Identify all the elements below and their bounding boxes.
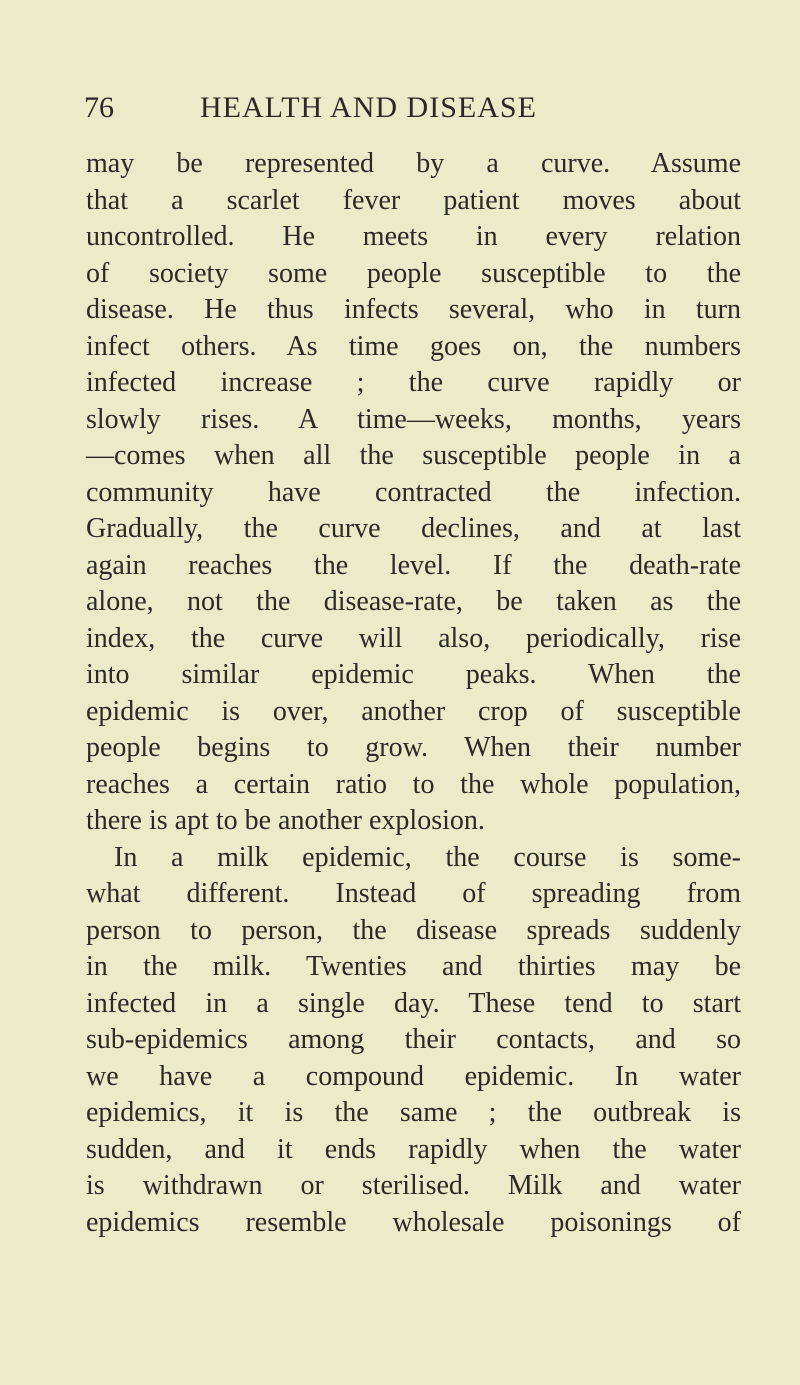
- running-head: HEALTH AND DISEASE: [200, 91, 537, 124]
- text-line: slowly rises. A time—weeks, months, years: [86, 403, 741, 435]
- text-line: index, the curve will also, periodically, rise: [86, 622, 741, 654]
- text-line: infected in a single day. These tend to start: [86, 987, 741, 1019]
- text-line: reaches a certain ratio to the whole population,: [86, 768, 741, 800]
- text-line: person to person, the disease spreads suddenly: [86, 914, 741, 946]
- text-line: epidemic is over, another crop of susceptible: [86, 695, 741, 727]
- text-line: alone, not the disease-rate, be taken as the: [86, 586, 741, 617]
- page-number: 76: [84, 91, 114, 124]
- text-line: In a milk epidemic, the course is some-: [114, 841, 741, 873]
- text-line: Gradually, the curve declines, and at last: [86, 513, 741, 544]
- text-line: there is apt to be another explosion.: [86, 805, 485, 836]
- text-line: we have a compound epidemic. In water: [86, 1060, 741, 1092]
- text-line: again reaches the level. If the death-rate: [86, 549, 741, 581]
- body-text: [86, 146, 741, 1241]
- text-line: what different. Instead of spreading from: [86, 878, 741, 909]
- text-line: epidemics resemble wholesale poisonings of: [86, 1206, 741, 1238]
- text-line: infected increase ; the curve rapidly or: [86, 367, 741, 398]
- text-line: is withdrawn or sterilised. Milk and water: [86, 1170, 741, 1201]
- text-line: of society some people susceptible to the: [86, 257, 741, 289]
- text-line: uncontrolled. He meets in every relation: [86, 221, 741, 252]
- text-line: into similar epidemic peaks. When the: [86, 659, 741, 690]
- text-line: that a scarlet fever patient moves about: [86, 184, 741, 216]
- text-line: disease. He thus infects several, who in turn: [86, 294, 741, 325]
- text-line: sub-epidemics among their contacts, and so: [86, 1024, 741, 1055]
- text-line: sudden, and it ends rapidly when the water: [86, 1133, 741, 1165]
- text-line: may be represented by a curve. Assume: [86, 148, 741, 179]
- text-line: —comes when all the susceptible people in a: [86, 440, 741, 471]
- text-line: infect others. As time goes on, the numbers: [86, 330, 741, 362]
- text-line: in the milk. Twenties and thirties may be: [86, 951, 741, 982]
- text-line: people begins to grow. When their number: [86, 732, 741, 763]
- page-header: [84, 88, 744, 128]
- text-line: epidemics, it is the same ; the outbreak is: [86, 1097, 741, 1128]
- text-line: community have contracted the infection.: [86, 476, 741, 508]
